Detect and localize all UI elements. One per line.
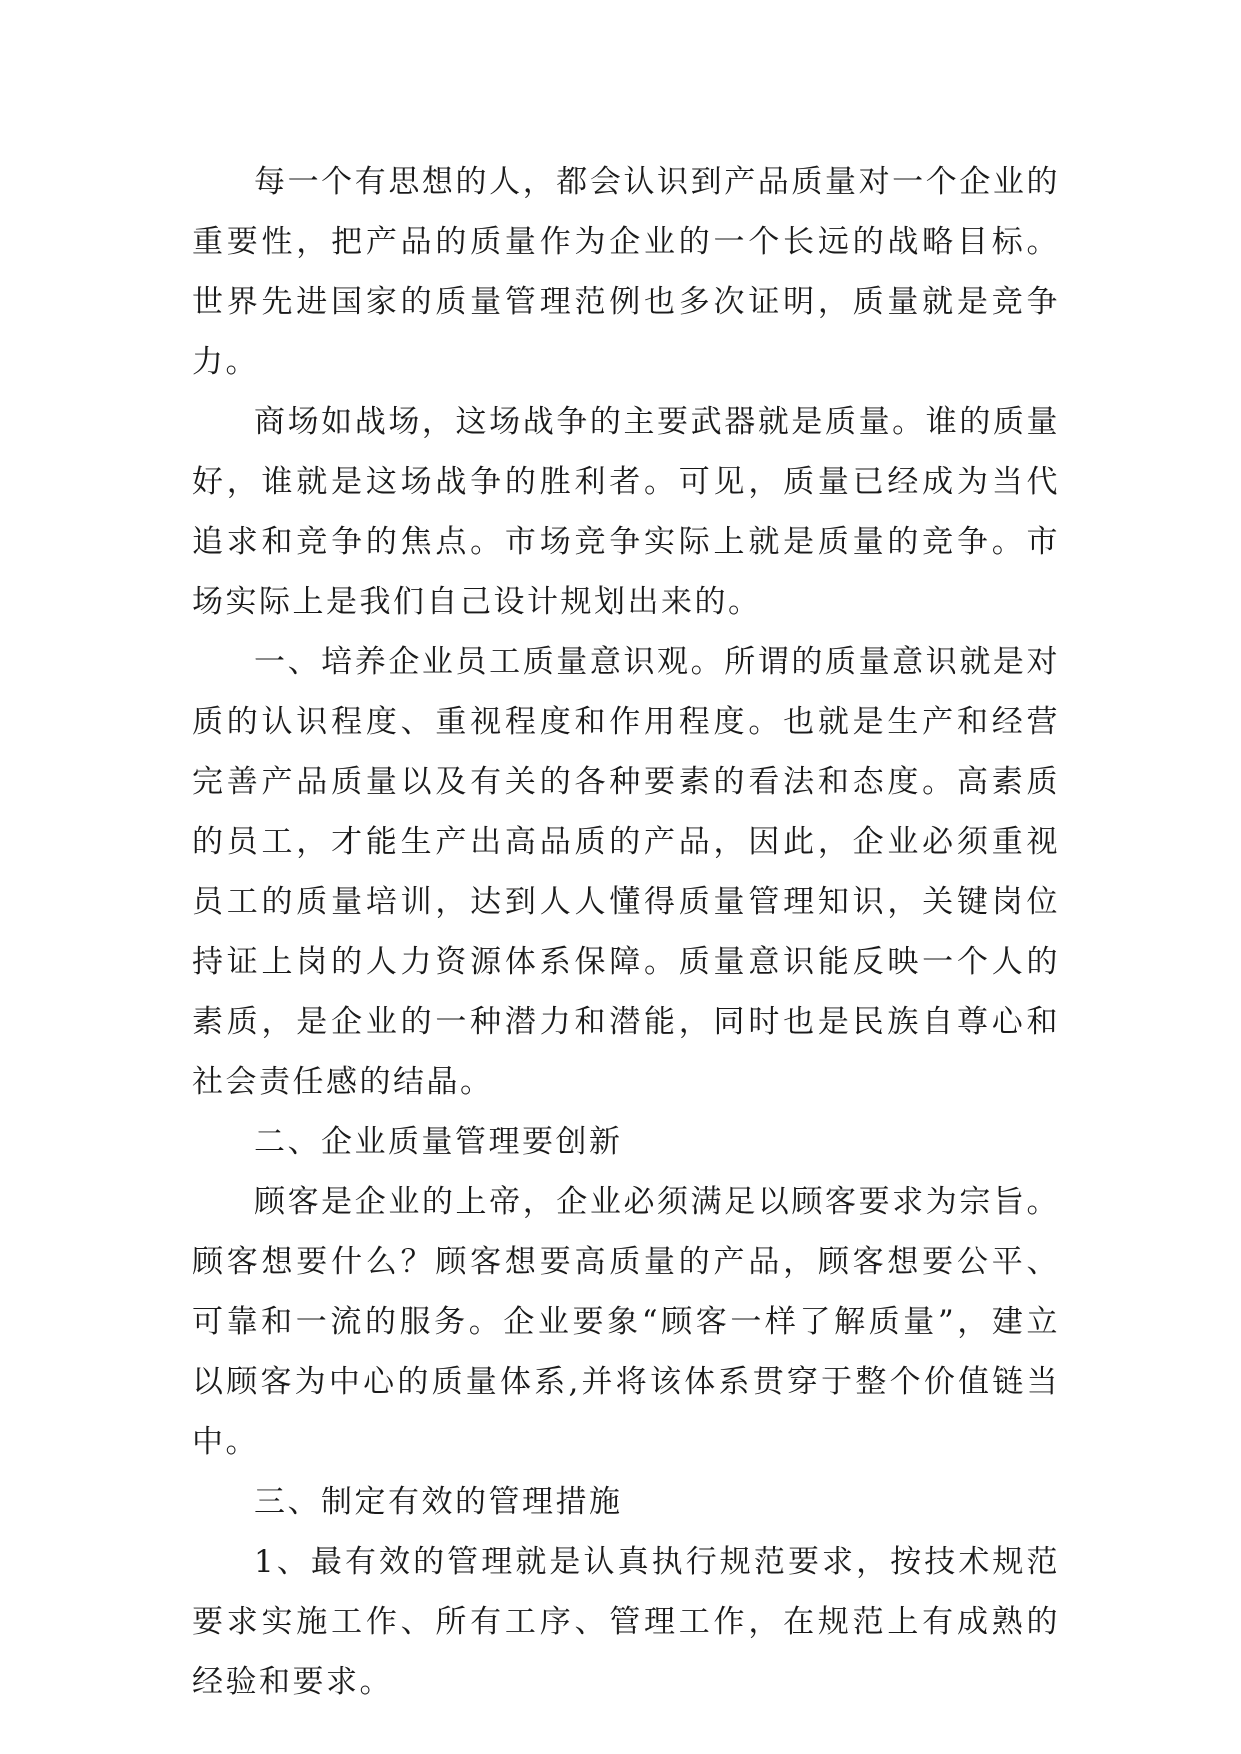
paragraph-section-1: 一、培养企业员工质量意识观。所谓的质量意识就是对质的认识程度、重视程度和作用程度。也就是生产和经营完善产品质量以及有关的各种要素的看法和态度。高素质的员工，才能生产出高品质的产品，因此，企业必须重视员工的质量培训，达到人人懂得质量管理知识，关键岗位持证上岗的人力资源体系保障。质量意识能反映一个人的素质，是企业的一种潜力和潜能，同时也是民族自尊心和社会责任感的结晶。 [192, 644, 1060, 1100]
paragraph-customer: 顾客是企业的上帝，企业必须满足以顾客要求为宗旨。顾客想要什么？顾客想要高质量的产品，顾客想要公平、可靠和一流的服务。企业要象“顾客一样了解质量”，建立以顾客为中心的质量体系,并将该体系贯穿于整个价值链当中。 [192, 1184, 1060, 1460]
document-body [192, 152, 1060, 1712]
paragraph-intro: 每一个有思想的人，都会认识到产品质量对一个企业的重要性，把产品的质量作为企业的一个长远的战略目标。世界先进国家的质量管理范例也多次证明，质量就是竞争力。 [192, 164, 1060, 380]
paragraph-measure-1: 1、最有效的管理就是认真执行规范要求，按技术规范要求实施工作、所有工序、管理工作，在规范上有成熟的经验和要求。 [192, 1544, 1060, 1700]
paragraph-market: 商场如战场，这场战争的主要武器就是质量。谁的质量好，谁就是这场战争的胜利者。可见，质量已经成为当代追求和竞争的焦点。市场竞争实际上就是质量的竞争。市场实际上是我们自己设计规划出来的。 [192, 404, 1060, 620]
heading-section-3: 三、制定有效的管理措施 [254, 1484, 623, 1520]
heading-section-2: 二、企业质量管理要创新 [254, 1124, 623, 1160]
